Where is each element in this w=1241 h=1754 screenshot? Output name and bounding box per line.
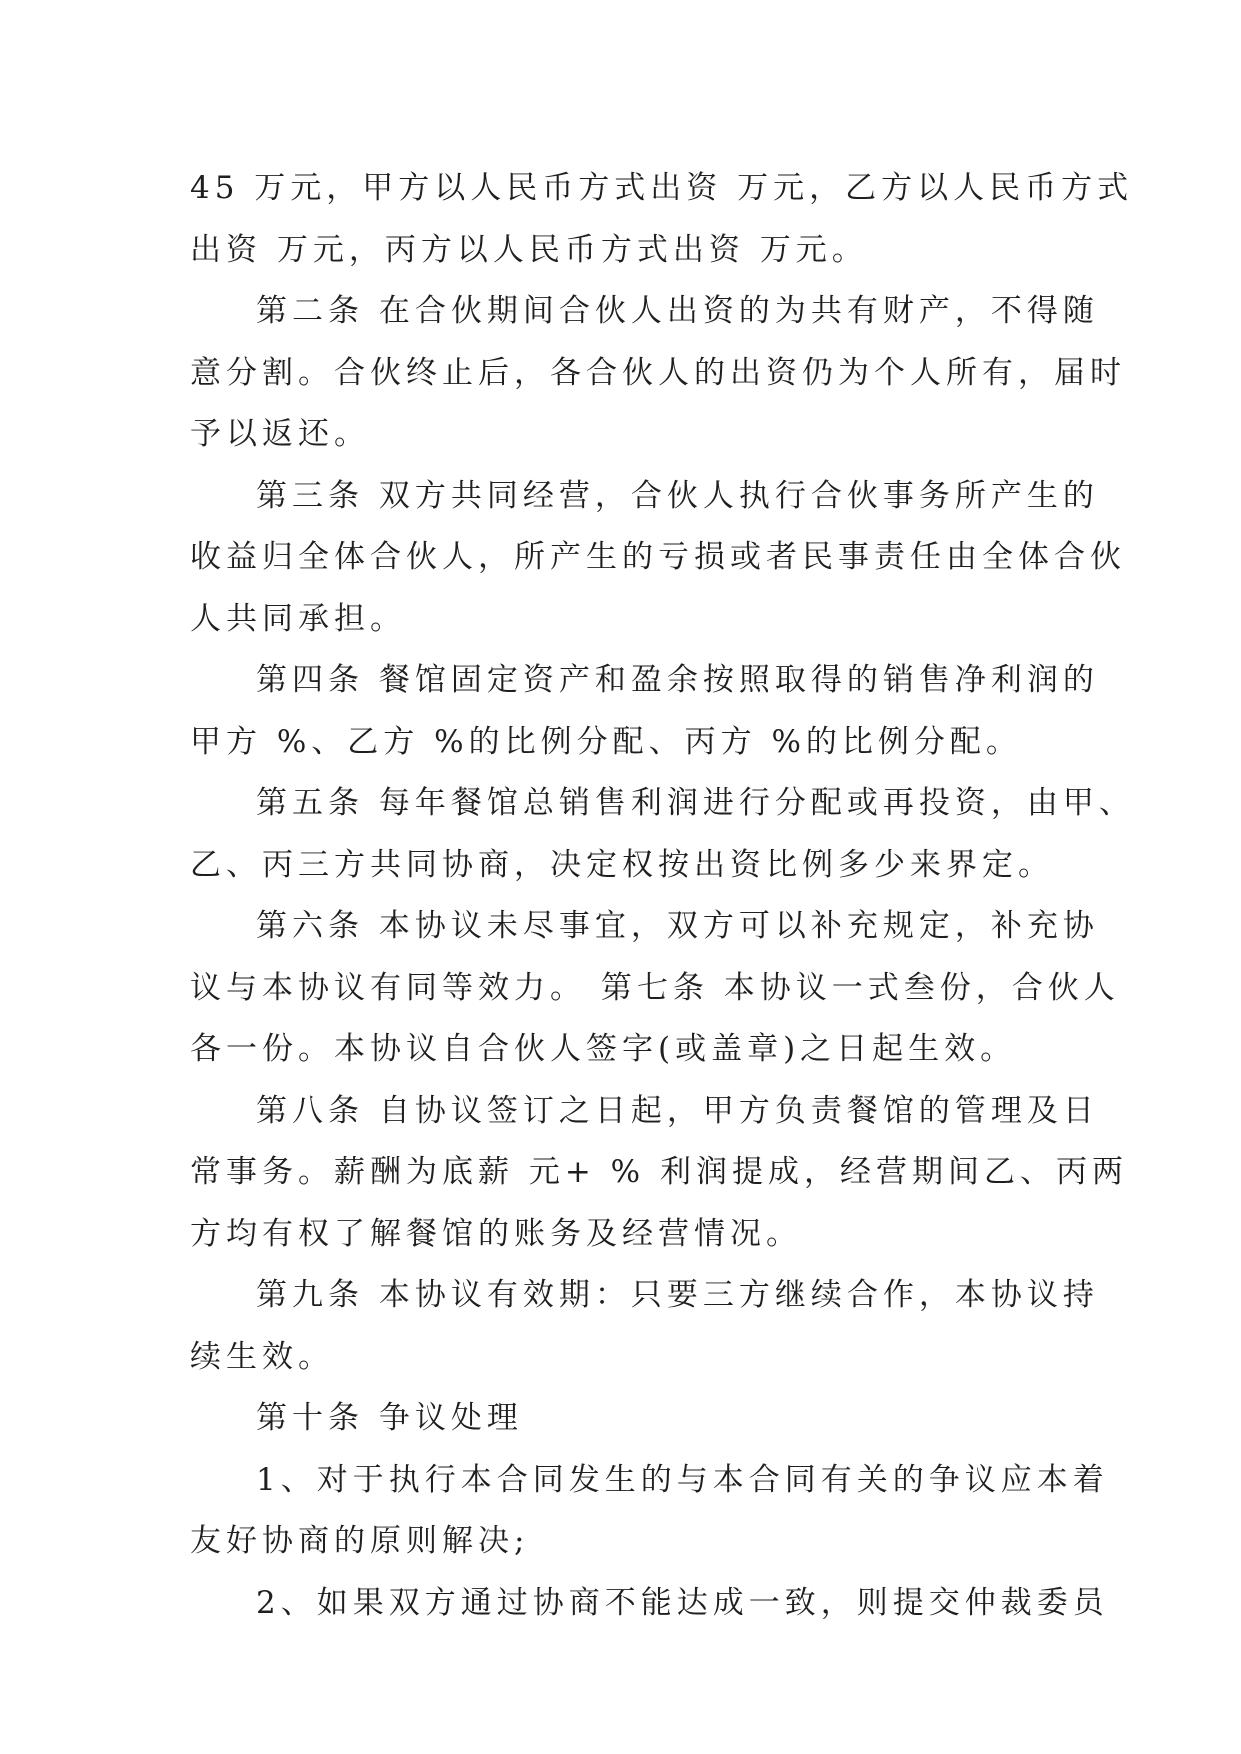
text-line: 人共同承担。 (190, 600, 406, 637)
article-2-line: 第二条 在合伙期间合伙人出资的为共有财产，不得随 (256, 293, 1099, 329)
list-item-1: 1、对于执行本合同发生的与本合同有关的争议应本着 (256, 1461, 1109, 1498)
text-line: 甲方 %、乙方 %的比例分配、丙方 %的比例分配。 (190, 723, 1022, 760)
text-line: 常事务。薪酬为底薪 元+ % 利润提成，经营期间乙、丙两 (190, 1154, 1128, 1190)
text-line: 收益归全体合伙人，所产生的亏损或者民事责任由全体合伙 (190, 539, 1126, 575)
article-9-line: 第九条 本协议有效期：只要三方继续合作，本协议持 (256, 1277, 1099, 1313)
article-10-heading: 第十条 争议处理 (256, 1400, 523, 1436)
text-line: 意分割。合伙终止后，各合伙人的出资仍为个人所有，届时 (190, 354, 1126, 391)
text-line: 出资 万元，丙方以人民币方式出资 万元。 (190, 231, 868, 268)
text-line: 各一份。本协议自合伙人签字(或盖章)之日起生效。 (190, 1031, 1017, 1067)
text-line: 方均有权了解餐馆的账务及经营情况。 (190, 1215, 802, 1252)
text-line: 议与本协议有同等效力。 第七条 本协议一式叁份，合伙人 (190, 969, 1120, 1006)
text-line: 予以返还。 (190, 416, 370, 452)
text-line: 45 万元，甲方以人民币方式出资 万元，乙方以人民币方式 (190, 170, 1134, 206)
article-3-line: 第三条 双方共同经营，合伙人执行合伙事务所产生的 (256, 477, 1099, 514)
article-6-line: 第六条 本协议未尽事宜，双方可以补充规定，补充协 (256, 908, 1099, 944)
article-5-line: 第五条 每年餐馆总销售利润进行分配或再投资，由甲、 (256, 785, 1135, 821)
document-body (190, 158, 1135, 1634)
article-4-line: 第四条 餐馆固定资产和盈余按照取得的销售净利润的 (256, 662, 1099, 698)
list-item-2: 2、如果双方通过协商不能达成一致，则提交仲裁委员 (256, 1584, 1109, 1621)
article-8-line: 第八条 自协议签订之日起，甲方负责餐馆的管理及日 (256, 1092, 1099, 1129)
text-line: 友好协商的原则解决; (190, 1523, 530, 1559)
text-line: 乙、丙三方共同协商，决定权按出资比例多少来界定。 (190, 846, 1054, 883)
text-line: 续生效。 (190, 1338, 334, 1375)
